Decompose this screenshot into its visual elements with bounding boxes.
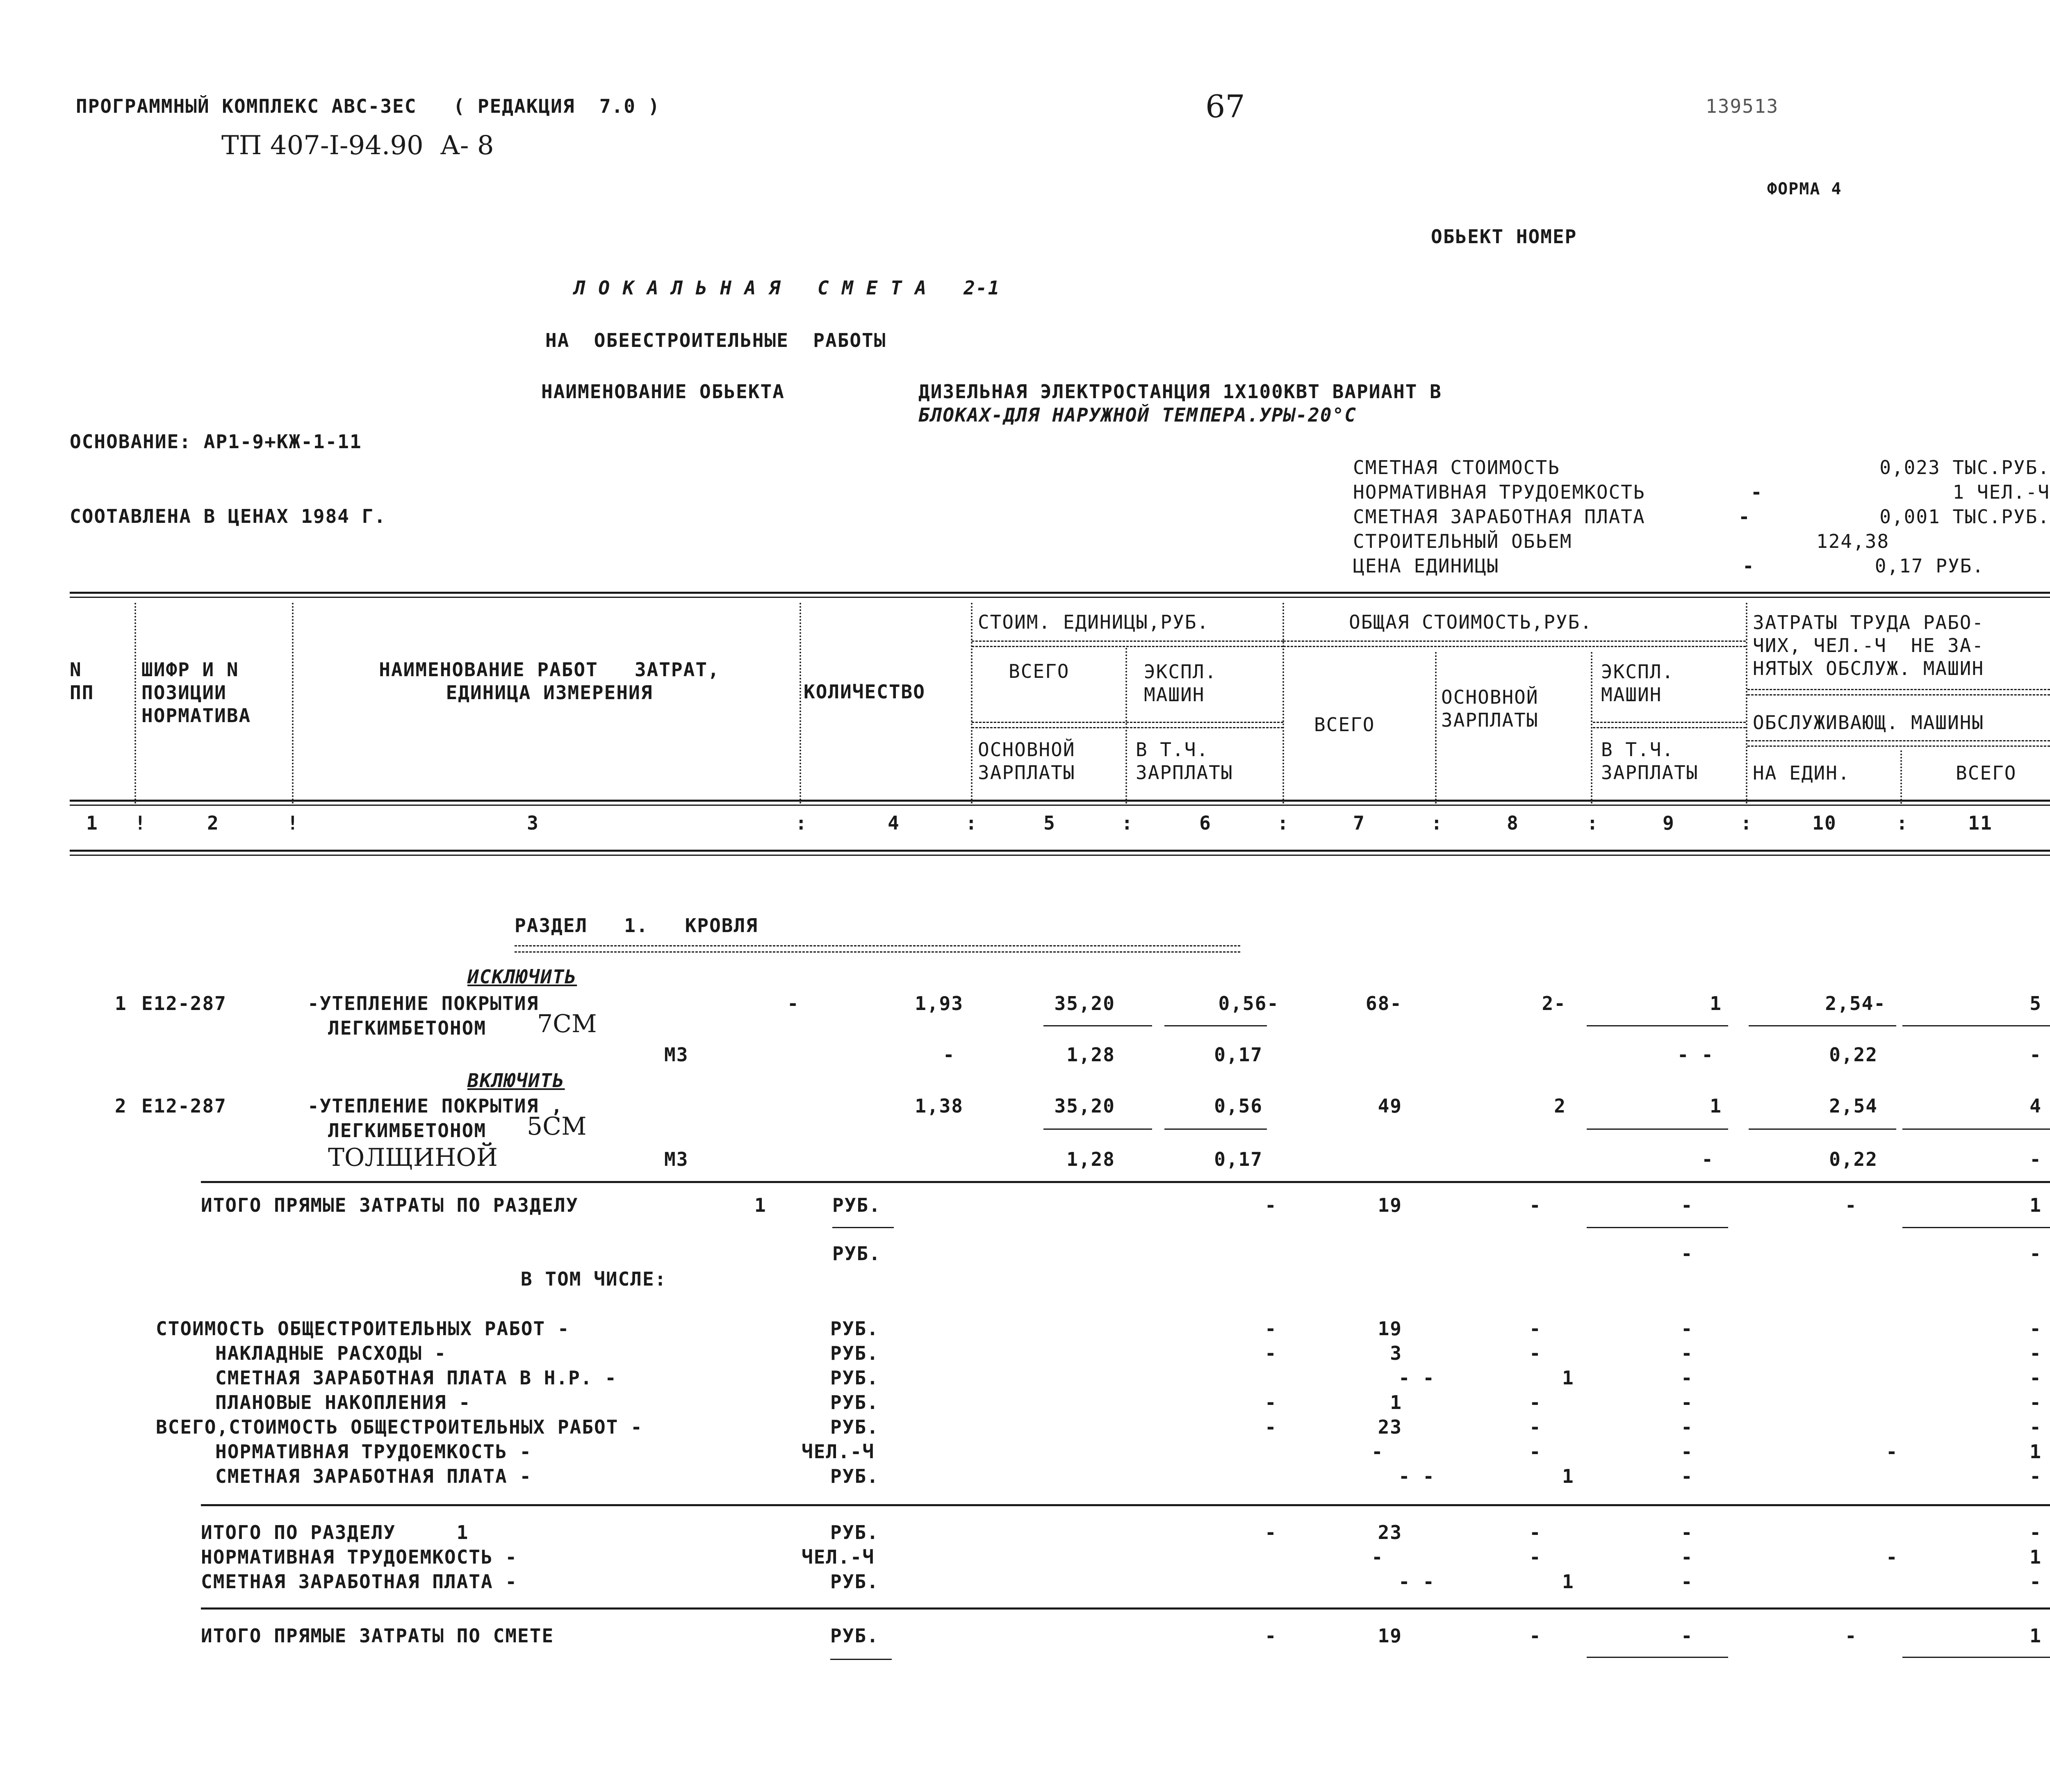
document-code: ТП 407-I-94.90 А- 8 — [221, 130, 494, 161]
breakdown-c7: 1 — [1390, 1391, 1402, 1414]
direct-underline — [1587, 1227, 1728, 1228]
row-unit-expl: 0,56 — [1214, 1095, 1263, 1117]
breakdown-label: ПЛАНОВЫЕ НАКОПЛЕНИЯ - — [215, 1391, 471, 1414]
row-code: Е12-287 — [141, 1095, 227, 1117]
breakdown-c7: - - — [1398, 1367, 1435, 1389]
program-name: ПРОГРАММНЫЙ КОМПЛЕКС АВС-3ЕС ( РЕДАКЦИЯ 7.0 ) — [76, 95, 661, 117]
section-total-c9: - — [1681, 1546, 1693, 1568]
row-name-line2b: 5СМ — [527, 1112, 587, 1141]
breakdown-unit: РУБ. — [830, 1465, 879, 1487]
row-total-incl-wage: - - — [1677, 1044, 1714, 1066]
row-unit-all: 35,20 — [1054, 1095, 1115, 1117]
summary-label-2: НОРМАТИВНАЯ ТРУДОЕМКОСТЬ — [1353, 481, 1645, 503]
row-labor-total: 5 — [2029, 992, 2042, 1015]
row-total-base-wage: 2 — [1554, 1095, 1566, 1117]
row-number: 2 — [115, 1095, 127, 1117]
direct-section-c6: - — [1265, 1194, 1277, 1216]
header-total-base-wage: ОСНОВНОЙ ЗАРПЛАТЫ — [1441, 686, 1539, 731]
row-name-line3: ТОЛЩИНОЙ — [328, 1143, 498, 1172]
summary-dash-2: - — [1751, 481, 1763, 503]
table-header-rule-2 — [70, 805, 2050, 806]
row-unit-incl-wage: 0,17 — [1214, 1148, 1263, 1170]
section-total-unit: ЧЕЛ.-Ч — [802, 1546, 875, 1568]
header-per-unit: НА ЕДИН. — [1753, 762, 1850, 784]
row-underline — [1902, 1025, 2050, 1026]
direct-underline — [832, 1227, 894, 1228]
breakdown-unit: РУБ. — [830, 1391, 879, 1414]
header-dash — [1747, 689, 2050, 695]
breakdown-c11: - — [2029, 1465, 2042, 1487]
section-total-c6: - — [1265, 1521, 1277, 1543]
prices-text: СООТАВЛЕНА В ЦЕНАХ 1984 Г. — [70, 505, 387, 527]
col-num-2: 2 — [207, 812, 219, 834]
header-total: ВСЕГО — [1956, 762, 2017, 784]
breakdown-c8: - — [1529, 1416, 1542, 1438]
breakdown-label: СМЕТНАЯ ЗАРАБОТНАЯ ПЛАТА - — [215, 1465, 532, 1487]
header-service: ОБСЛУЖИВАЮЩ. МАШИНЫ — [1753, 711, 1984, 734]
row-labor-service-unit: 0,22 — [1829, 1044, 1878, 1066]
row-total-expl: 1 — [1710, 1095, 1722, 1117]
breakdown-c6: - — [1265, 1342, 1277, 1364]
direct-section-c9b: - — [1681, 1243, 1693, 1265]
row-total-all: 68- — [1365, 992, 1402, 1015]
row-number: 1 — [115, 992, 127, 1015]
col-sep — [1435, 652, 1437, 804]
col-num-4: 4 — [888, 812, 900, 834]
col-sep — [1746, 603, 1747, 804]
col-num-10: 10 — [1812, 812, 1837, 834]
breakdown-label: ВСЕГО,СТОИМОСТЬ ОБЩЕСТРОИТЕЛЬНЫХ РАБОТ - — [156, 1416, 643, 1438]
breakdown-c11: - — [2029, 1367, 2042, 1389]
breakdown-c9: - — [1681, 1441, 1693, 1463]
section-total-unit: РУБ. — [830, 1571, 879, 1593]
section-total-c11: - — [2029, 1571, 2042, 1593]
table-numbers-rule-2 — [70, 855, 2050, 856]
row-underline — [1587, 1129, 1728, 1130]
breakdown-c9: - — [1681, 1342, 1693, 1364]
row-total-base-wage: 2- — [1542, 992, 1566, 1015]
summary-value-5: 0,17 РУБ. — [1875, 555, 1984, 577]
object-name-label: НАИМЕНОВАНИЕ ОБЬЕКТА — [541, 381, 785, 403]
header-total-expl: ЭКСПЛ. МАШИН — [1601, 661, 1674, 706]
estimate-underline — [1902, 1657, 2050, 1658]
row-unit: М3 — [664, 1044, 689, 1066]
row-unit-base-wage: 1,28 — [1066, 1044, 1115, 1066]
doc-number: 139513 — [1706, 95, 1779, 117]
header-work-name: НАИМЕНОВАНИЕ РАБОТ ЗАТРАТ, ЕДИНИЦА ИЗМЕРЕНИЯ — [379, 659, 720, 704]
header-dash — [1593, 722, 1746, 728]
row-tag: ИСКЛЮЧИТЬ — [467, 966, 577, 988]
breakdown-c9: - — [1681, 1416, 1693, 1438]
row-tag: ВКЛЮЧИТЬ — [467, 1069, 565, 1092]
breakdown-c11: 1 — [2029, 1441, 2042, 1463]
row-labor-service-total: - — [2029, 1148, 2042, 1170]
summary-label-4: СТРОИТЕЛЬНЫЙ ОБЬЕМ — [1353, 530, 1572, 552]
breakdown-c8b: 1 — [1562, 1465, 1574, 1487]
breakdown-c9: - — [1681, 1391, 1693, 1414]
section-total-c9: - — [1681, 1571, 1693, 1593]
row-underline — [1164, 1025, 1267, 1026]
direct-section-c11b: - — [2029, 1243, 2042, 1265]
breakdown-c7: 23 — [1378, 1416, 1402, 1438]
row-name-line1: -УТЕПЛЕНИЕ ПОКРЫТИЯ , — [308, 1095, 563, 1117]
header-unit-all: ВСЕГО — [1009, 660, 1070, 682]
col-sep — [292, 603, 294, 804]
row-unit-all: 35,20 — [1054, 992, 1115, 1015]
col-sep — [800, 603, 801, 804]
section-total-unit: РУБ. — [830, 1521, 879, 1543]
estimate-total-c8: - — [1529, 1625, 1542, 1647]
row-name-line1: -УТЕПЛЕНИЕ ПОКРЫТИЯ — [308, 992, 539, 1015]
col-num-11: 11 — [1968, 812, 1993, 834]
header-labor: ЗАТРАТЫ ТРУДА РАБО- ЧИХ, ЧЕЛ.-Ч НЕ ЗА- НЯТЫХ ОБСЛУЖ. МАШИН — [1753, 611, 1984, 679]
row-qty-b: - — [943, 1044, 955, 1066]
breakdown-label: СТОИМОСТЬ ОБЩЕСТРОИТЕЛЬНЫХ РАБОТ - — [156, 1318, 570, 1340]
breakdown-c8: - — [1529, 1391, 1542, 1414]
estimate-total-c10: - — [1845, 1625, 1857, 1647]
breakdown-c6: - — [1265, 1391, 1277, 1414]
row-labor-total: 4 — [2029, 1095, 2042, 1117]
breakdown-c8: - — [1529, 1441, 1542, 1463]
estimate-total-c7: 19 — [1378, 1625, 1402, 1647]
summary-label-3: СМЕТНАЯ ЗАРАБОТНАЯ ПЛАТА — [1353, 506, 1645, 528]
breakdown-c7: - — [1371, 1441, 1384, 1463]
row-labor-service-unit: 0,22 — [1829, 1148, 1878, 1170]
breakdown-c11: - — [2029, 1318, 2042, 1340]
section-total-rule — [201, 1504, 2050, 1506]
row-name-line2: ЛЕГКИМБЕТОНОМ — [328, 1119, 487, 1142]
breakdown-c7: - - — [1398, 1465, 1435, 1487]
header-code: ШИФР И N ПОЗИЦИИ НОРМАТИВА — [141, 659, 251, 727]
col-sep — [134, 603, 136, 804]
breakdown-label: НАКЛАДНЫЕ РАСХОДЫ - — [215, 1342, 447, 1364]
breakdown-c7: 3 — [1390, 1342, 1402, 1364]
summary-value-1: 0,023 ТЫС.РУБ. — [1879, 456, 2050, 479]
section-total-c8: - — [1529, 1546, 1542, 1568]
direct-section-c7: 19 — [1378, 1194, 1402, 1216]
section-underline — [515, 945, 1240, 953]
breakdown-c11: - — [2029, 1416, 2042, 1438]
breakdown-c11: - — [2029, 1342, 2042, 1364]
header-dash — [1747, 740, 2050, 747]
row-code: Е12-287 — [141, 992, 227, 1015]
row-name-line2: ЛЕГКИМБЕТОНОМ — [328, 1017, 487, 1039]
row-underline — [1902, 1129, 2050, 1130]
section-total-c7: 23 — [1378, 1521, 1402, 1543]
header-npp: N ПП — [70, 659, 94, 704]
breakdown-c8: - — [1529, 1318, 1542, 1340]
direct-section-label: ИТОГО ПРЯМЫЕ ЗАТРАТЫ ПО РАЗДЕЛУ — [201, 1194, 579, 1216]
direct-section-c8: - — [1529, 1194, 1542, 1216]
summary-dash-5: - — [1742, 555, 1755, 577]
row-name-line2b: 7СМ — [537, 1010, 597, 1038]
estimate-total-c6: - — [1265, 1625, 1277, 1647]
col-num-7: 7 — [1353, 812, 1365, 834]
row-unit-expl: 0,56- — [1218, 992, 1279, 1015]
estimate-total-unit: РУБ. — [830, 1625, 879, 1647]
direct-section-unit2: РУБ. — [832, 1243, 881, 1265]
document-title: Л О К А Л Ь Н А Я С М Е Т А 2-1 — [574, 277, 1000, 299]
breakdown-c10: - — [1886, 1441, 1898, 1463]
header-total-incl-wage: В Т.Ч. ЗАРПЛАТЫ — [1601, 739, 1699, 784]
breakdown-c9: - — [1681, 1367, 1693, 1389]
estimate-total-c9: - — [1681, 1625, 1693, 1647]
section-total-c8b: 1 — [1562, 1571, 1574, 1593]
col-sep — [1591, 652, 1592, 804]
col-num-3: 3 — [527, 812, 539, 834]
section-title: РАЗДЕЛ 1. КРОВЛЯ — [515, 914, 758, 937]
row-underline — [1749, 1129, 1896, 1130]
row-underline — [1043, 1129, 1152, 1130]
row-unit-base-wage: 1,28 — [1066, 1148, 1115, 1170]
estimate-underline — [830, 1659, 892, 1660]
row-qty: 1,93 — [915, 992, 963, 1015]
section-total-c7: - — [1371, 1546, 1384, 1568]
row-underline — [1749, 1025, 1896, 1026]
header-quantity: КОЛИЧЕСТВО — [804, 681, 925, 703]
header-unit-expl: ЭКСПЛ. МАШИН — [1144, 661, 1217, 706]
breakdown-c6: - — [1265, 1416, 1277, 1438]
section-total-label: ИТОГО ПО РАЗДЕЛУ 1 — [201, 1521, 469, 1543]
breakdown-unit: РУБ. — [830, 1367, 879, 1389]
col-num-9: 9 — [1663, 812, 1675, 834]
summary-value-2: 1 ЧЕЛ.-Ч — [1952, 481, 2050, 503]
basis-text: ОСНОВАНИЕ: АР1-9+КЖ-1-11 — [70, 431, 362, 453]
row-unit-incl-wage: 0,17 — [1214, 1044, 1263, 1066]
object-name-line2: БЛОКАХ-ДЛЯ НАРУЖНОЙ ТЕМПЕРА.УРЫ-20°С — [918, 404, 1357, 426]
row-total-expl: 1 — [1710, 992, 1722, 1015]
header-dash — [972, 641, 1283, 647]
header-unit-incl-wage: В Т.Ч. ЗАРПЛАТЫ — [1136, 739, 1233, 784]
col-num-6: 6 — [1199, 812, 1212, 834]
summary-dash-3: - — [1738, 506, 1751, 528]
table-numbers-rule — [70, 850, 2050, 852]
object-name-line1: ДИЗЕЛЬНАЯ ЭЛЕКТРОСТАНЦИЯ 1Х100КВТ ВАРИАНТ В — [918, 381, 1442, 403]
table-top-rule-2 — [70, 597, 2050, 598]
header-total-all: ВСЕГО — [1314, 714, 1375, 736]
estimate-total-rule — [201, 1607, 2050, 1610]
direct-rule — [201, 1181, 2050, 1183]
row-total-all: 49 — [1378, 1095, 1402, 1117]
col-num-5: 5 — [1043, 812, 1056, 834]
section-total-c11: - — [2029, 1521, 2042, 1543]
summary-label-5: ЦЕНА ЕДИНИЦЫ — [1353, 555, 1499, 577]
breakdown-label: СМЕТНАЯ ЗАРАБОТНАЯ ПЛАТА В Н.Р. - — [215, 1367, 617, 1389]
object-number-label: ОБЬЕКТ НОМЕР — [1431, 226, 1577, 248]
section-total-c11: 1 — [2029, 1546, 2042, 1568]
col-sep — [1900, 750, 1902, 804]
section-total-c9: - — [1681, 1521, 1693, 1543]
direct-underline — [1902, 1227, 2050, 1228]
summary-label-1: СМЕТНАЯ СТОИМОСТЬ — [1353, 456, 1560, 479]
document-subtitle: НА ОБЕЕСТРОИТЕЛЬНЫЕ РАБОТЫ — [545, 329, 886, 351]
breakdown-unit: РУБ. — [830, 1342, 879, 1364]
section-total-c10: - — [1886, 1546, 1898, 1568]
section-total-c7: - - — [1398, 1571, 1435, 1593]
row-qty: 1,38 — [915, 1095, 963, 1117]
direct-section-num: 1 — [754, 1194, 767, 1216]
col-num-1: 1 — [86, 812, 98, 834]
direct-section-c9a: - — [1681, 1194, 1693, 1216]
form-label: ФОРМА 4 — [1767, 180, 1842, 198]
breakdown-c7: 19 — [1378, 1318, 1402, 1340]
row-underline — [1043, 1025, 1152, 1026]
section-total-label: НОРМАТИВНАЯ ТРУДОЕМКОСТЬ - — [201, 1546, 518, 1568]
breakdown-c6: - — [1265, 1318, 1277, 1340]
including-label: В ТОМ ЧИСЛЕ: — [521, 1268, 667, 1290]
row-labor-service-total: - — [2029, 1044, 2042, 1066]
breakdown-c8: - — [1529, 1342, 1542, 1364]
breakdown-c8b: 1 — [1562, 1367, 1574, 1389]
estimate-total-label: ИТОГО ПРЯМЫЕ ЗАТРАТЫ ПО СМЕТЕ — [201, 1625, 554, 1647]
section-total-c8: - — [1529, 1521, 1542, 1543]
col-num-8: 8 — [1507, 812, 1519, 834]
breakdown-c11: - — [2029, 1391, 2042, 1414]
section-total-label: СМЕТНАЯ ЗАРАБОТНАЯ ПЛАТА - — [201, 1571, 518, 1593]
header-unit-cost: СТОИМ. ЕДИНИЦЫ,РУБ. — [978, 611, 1210, 633]
direct-section-unit: РУБ. — [832, 1194, 881, 1216]
breakdown-unit: ЧЕЛ.-Ч — [802, 1441, 875, 1463]
summary-value-3: 0,001 ТЫС.РУБ. — [1879, 506, 2050, 528]
direct-section-c11a: 1 — [2029, 1194, 2042, 1216]
breakdown-unit: РУБ. — [830, 1416, 879, 1438]
row-total-incl-wage: - — [1702, 1148, 1714, 1170]
page-number: 67 — [1205, 88, 1245, 125]
row-labor-unit: 2,54 — [1829, 1095, 1878, 1117]
table-header-rule — [70, 800, 2050, 802]
direct-section-c10: - — [1845, 1194, 1857, 1216]
col-sep — [1282, 603, 1284, 804]
col-sep — [971, 603, 973, 804]
estimate-underline — [1587, 1657, 1728, 1658]
row-underline — [1587, 1025, 1728, 1026]
table-top-rule — [70, 592, 2050, 594]
row-unit: М3 — [664, 1148, 689, 1170]
header-total-cost: ОБЩАЯ СТОИМОСТЬ,РУБ. — [1349, 611, 1592, 633]
summary-value-4: 124,38 — [1816, 530, 1890, 552]
breakdown-c9: - — [1681, 1318, 1693, 1340]
estimate-total-c11: 1 — [2029, 1625, 2042, 1647]
row-qty-sign: - — [787, 992, 800, 1015]
breakdown-c9: - — [1681, 1465, 1693, 1487]
header-dash — [972, 722, 1283, 728]
breakdown-label: НОРМАТИВНАЯ ТРУДОЕМКОСТЬ - — [215, 1441, 532, 1463]
breakdown-unit: РУБ. — [830, 1318, 879, 1340]
row-labor-unit: 2,54- — [1825, 992, 1886, 1015]
row-underline — [1164, 1129, 1267, 1130]
header-unit-base-wage: ОСНОВНОЙ ЗАРПЛАТЫ — [978, 739, 1075, 784]
header-dash — [1283, 641, 1746, 647]
